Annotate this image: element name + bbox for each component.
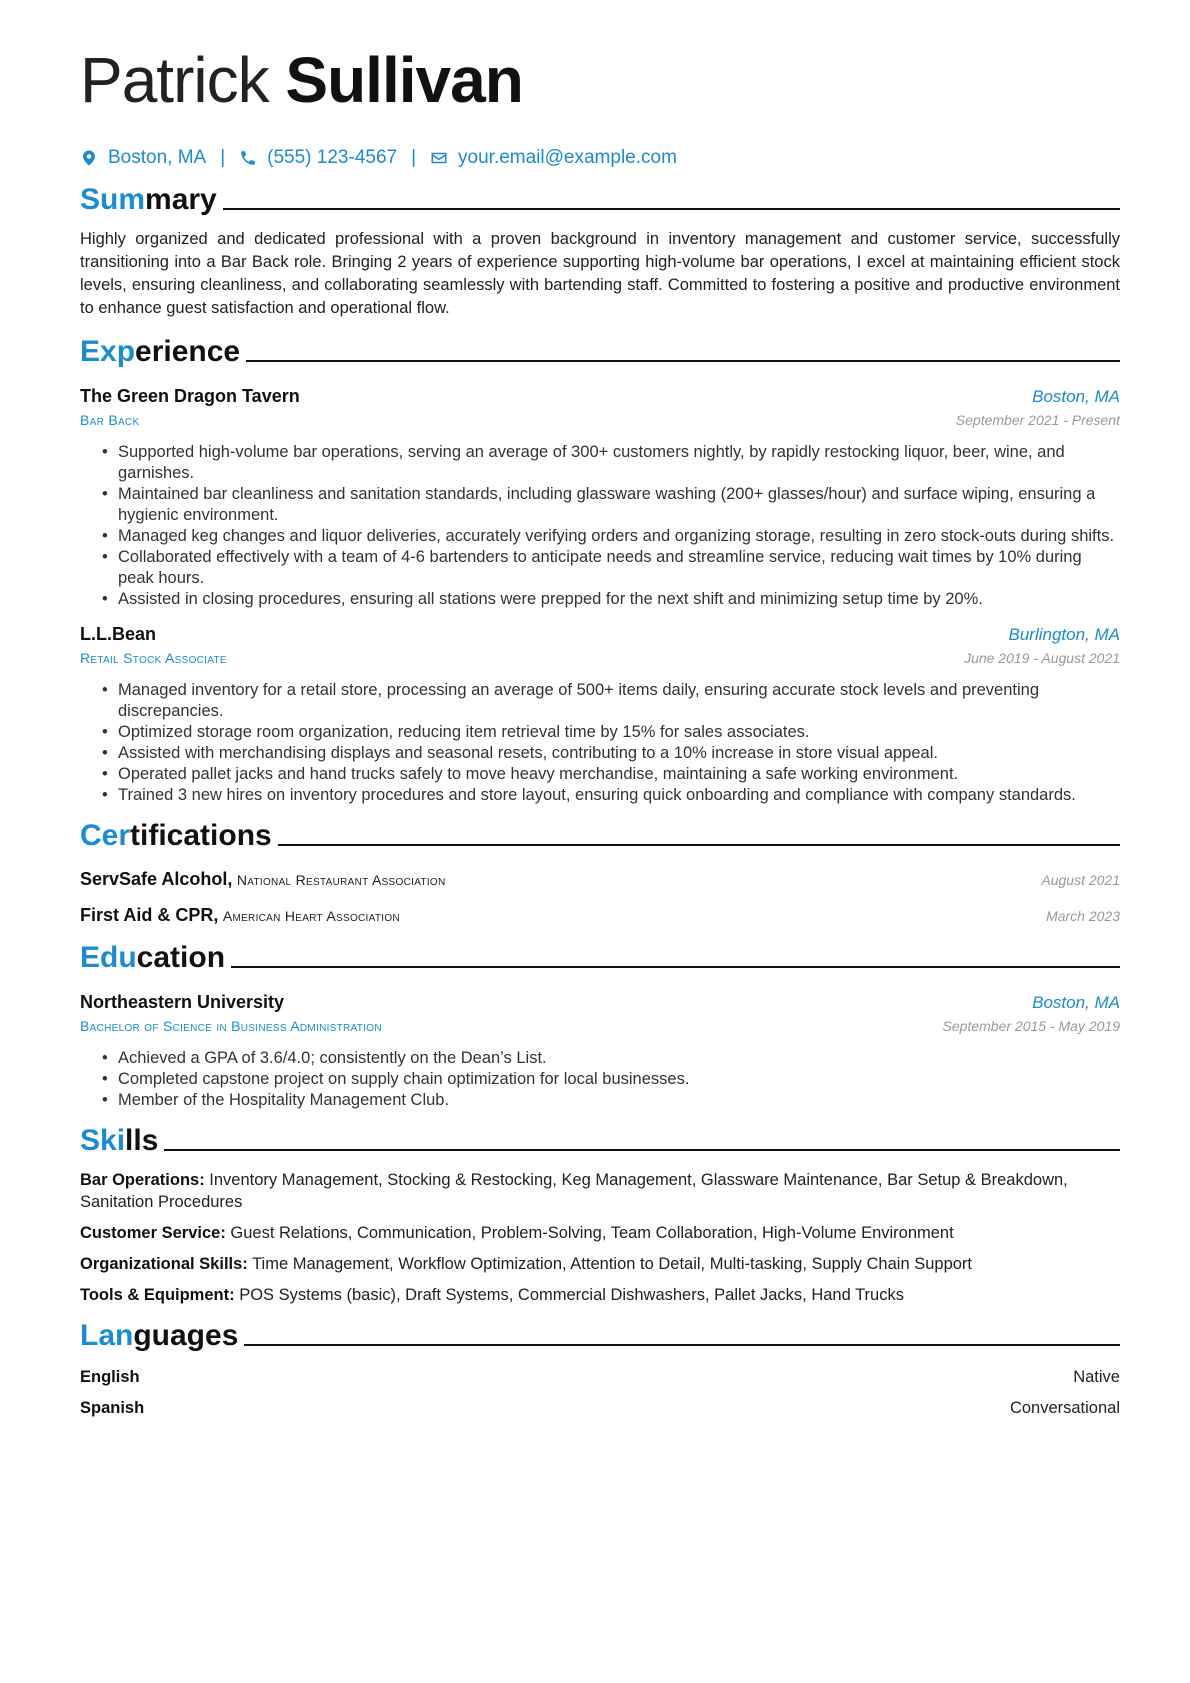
- section-title: Experience: [80, 335, 241, 368]
- contact-separator: |: [220, 147, 226, 168]
- certification-issuer: National Restaurant Association: [236, 872, 446, 888]
- job-title: Bar Back: [80, 412, 140, 428]
- section-divider: [244, 1344, 1120, 1346]
- education-section: [80, 936, 1120, 1111]
- section-title: Education: [80, 941, 226, 974]
- education-bullets: [80, 1048, 1120, 1111]
- school-name: Northeastern University: [80, 992, 285, 1012]
- list-item: • Completed capstone project on supply chain optimization for local businesses.: [102, 1069, 1120, 1090]
- section-divider: [223, 208, 1120, 210]
- certification-date: March 2023: [1046, 908, 1120, 924]
- skill-list: Inventory Management, Stocking & Restocking, Keg Management, Glassware Maintenance, Bar Setup & Breakdown, Sanitation Procedures: [80, 1171, 1068, 1211]
- certification-name: ServSafe Alcohol: [80, 869, 228, 889]
- location-item: [80, 144, 206, 172]
- email-item[interactable]: [430, 144, 677, 172]
- language-name: Spanish: [80, 1399, 145, 1417]
- section-heading: [80, 1119, 1120, 1159]
- contact-separator: |: [411, 147, 417, 168]
- education-entry: [80, 990, 1120, 1111]
- envelope-icon: [430, 148, 448, 168]
- skill-category: Tools & Equipment:: [80, 1286, 235, 1304]
- skill-row: [80, 1169, 1120, 1213]
- languages-section: [80, 1314, 1120, 1419]
- resume-content: [80, 40, 1120, 1419]
- section-title: Languages: [80, 1319, 239, 1352]
- email-text: your.email@example.com: [458, 147, 677, 168]
- job-entry: [80, 384, 1120, 610]
- skill-category: Bar Operations:: [80, 1171, 205, 1189]
- job-title: Retail Stock Associate: [80, 650, 227, 666]
- first-name: Patrick: [80, 44, 269, 116]
- phone-icon: [239, 148, 257, 168]
- list-item: • Member of the Hospitality Management Club.: [102, 1090, 1120, 1111]
- list-item: • Achieved a GPA of 3.6/4.0; consistently on the Dean’s List.: [102, 1048, 1120, 1069]
- map-pin-icon: [80, 148, 98, 168]
- language-item: [80, 1366, 1120, 1388]
- school-location: Boston, MA: [1032, 993, 1120, 1012]
- language-item: [80, 1397, 1120, 1419]
- job-company: L.L.Bean: [80, 624, 157, 644]
- job-location: Boston, MA: [1032, 387, 1120, 406]
- degree-name: Bachelor of Science in Business Administration: [80, 1018, 382, 1034]
- certifications-section: [80, 814, 1120, 930]
- skill-row: [80, 1253, 1120, 1275]
- job-company: The Green Dragon Tavern: [80, 386, 300, 406]
- phone-item[interactable]: [239, 144, 397, 172]
- section-heading: [80, 936, 1120, 976]
- job-dates: September 2021 - Present: [955, 412, 1120, 428]
- last-name: Sullivan: [285, 44, 523, 116]
- section-heading: [80, 814, 1120, 854]
- section-divider: [246, 360, 1120, 362]
- summary-text: Highly organized and dedicated professional with a proven background in inventory management and customer service, successfully transitioning into a Bar Back role. Bringing 2 years of experience supporting high-volume bar operations, I excel at maintaining efficient stock levels, ensuring cleanliness, and collaborating seamlessly with bartending staff. Committed to fostering a positive and productive environment to enhance guest satisfaction and operational flow.: [80, 230, 1120, 317]
- job-dates: June 2019 - August 2021: [964, 650, 1120, 666]
- skill-row: [80, 1222, 1120, 1244]
- section-divider: [231, 966, 1120, 968]
- section-heading: [80, 330, 1120, 370]
- skill-category: Organizational Skills:: [80, 1255, 248, 1273]
- list-item: • Assisted with merchandising displays and seasonal resets, contributing to a 10% increase in store visual appeal.: [102, 743, 1120, 764]
- certification-item: First Aid & CPR, American Heart Association March 2023: [80, 902, 1120, 930]
- skill-list: Time Management, Workflow Optimization, Attention to Detail, Multi-tasking, Supply Chain Support: [252, 1255, 973, 1273]
- skills-section: [80, 1119, 1120, 1306]
- section-title: Skills: [80, 1124, 159, 1157]
- section-divider: [278, 844, 1120, 846]
- list-item: • Managed inventory for a retail store, processing an average of 500+ items daily, ensuring accurate stock levels and preventing discrepancies.: [102, 680, 1120, 722]
- certification-item: ServSafe Alcohol, National Restaurant Association August 2021: [80, 866, 1120, 894]
- section-heading: [80, 178, 1120, 218]
- location-text: Boston, MA: [108, 147, 207, 168]
- list-item: • Managed keg changes and liquor deliveries, accurately verifying orders and organizing storage, resulting in zero stock-outs during shifts.: [102, 526, 1120, 547]
- phone-text: (555) 123-4567: [267, 147, 398, 168]
- list-item: • Operated pallet jacks and hand trucks safely to move heavy merchandise, maintaining a safe working environment.: [102, 764, 1120, 785]
- language-level: Native: [1073, 1368, 1120, 1386]
- certification-name: First Aid & CPR: [80, 905, 214, 925]
- job-entry: [80, 622, 1120, 806]
- section-divider: [164, 1149, 1120, 1151]
- certification-date: August 2021: [1041, 872, 1120, 888]
- candidate-name: [80, 40, 1120, 120]
- list-item: • Maintained bar cleanliness and sanitation standards, including glassware washing (200+ glasses/hour) and surface wiping, ensuring a hygienic environment.: [102, 484, 1120, 526]
- list-item: • Collaborated effectively with a team of 4-6 bartenders to anticipate needs and streamline service, reducing wait times by 10% during peak hours.: [102, 547, 1120, 589]
- skill-list: POS Systems (basic), Draft Systems, Commercial Dishwashers, Pallet Jacks, Hand Trucks: [239, 1286, 904, 1304]
- section-title: Certifications: [80, 819, 272, 852]
- skill-category: Customer Service:: [80, 1224, 226, 1242]
- education-dates: September 2015 - May 2019: [942, 1018, 1120, 1034]
- job-bullets: [80, 680, 1120, 806]
- list-item: • Trained 3 new hires on inventory procedures and store layout, ensuring quick onboarding and compliance with company standards.: [102, 785, 1120, 806]
- job-location: Burlington, MA: [1008, 625, 1120, 644]
- skill-list: Guest Relations, Communication, Problem-Solving, Team Collaboration, High-Volume Environment: [230, 1224, 954, 1242]
- contact-line: [80, 144, 1120, 172]
- section-heading: [80, 1314, 1120, 1354]
- list-item: • Optimized storage room organization, reducing item retrieval time by 15% for sales associates.: [102, 722, 1120, 743]
- summary-section: [80, 178, 1120, 320]
- language-level: Conversational: [1009, 1399, 1120, 1417]
- list-item: • Assisted in closing procedures, ensuring all stations were prepped for the next shift and minimizing setup time by 20%.: [102, 589, 1120, 610]
- job-bullets: [80, 442, 1120, 610]
- skill-row: [80, 1284, 1120, 1306]
- language-name: English: [80, 1368, 140, 1386]
- list-item: • Supported high-volume bar operations, serving an average of 300+ customers nightly, by rapidly restocking liquor, beer, wine, and garnishes.: [102, 442, 1120, 484]
- certification-issuer: American Heart Association: [222, 908, 400, 924]
- section-title: Summary: [80, 183, 217, 216]
- experience-section: [80, 330, 1120, 806]
